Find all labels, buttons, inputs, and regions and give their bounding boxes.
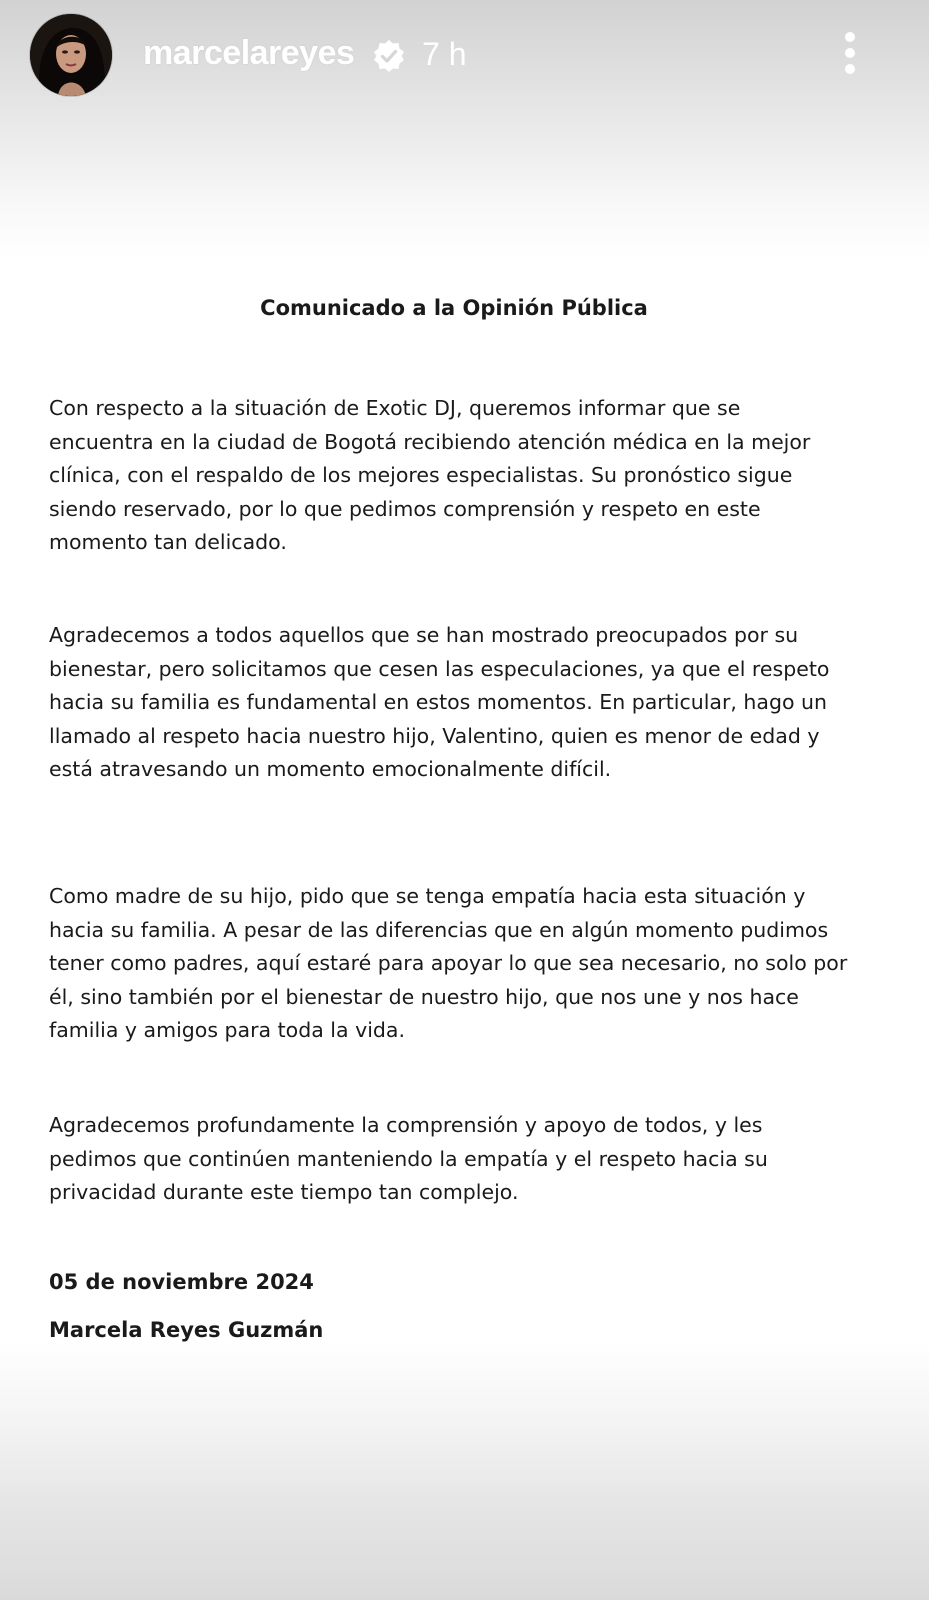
paragraph-3: Como madre de su hijo, pido que se tenga empatía hacia esta situación y hacia su familia. A pesar de las diferencias que en algún momento pudimos tener como padres, aquí estaré para apoyar lo que sea necesario, no solo por él, sino también por el bienestar de nuestro hijo, que nos une y nos hace familia y amigos para toda la vida. bbox=[49, 884, 848, 1042]
paragraph-4: Agradecemos profundamente la comprensión y apoyo de todos, y les pedimos que continúen manteniendo la empatía y el respeto hacia su privacidad durante este tiempo tan complejo. bbox=[49, 1113, 768, 1204]
avatar-image bbox=[30, 14, 112, 96]
document-title: Comunicado a la Opinión Pública bbox=[260, 296, 648, 320]
story-username[interactable]: marcelareyes bbox=[143, 34, 355, 72]
document-signature: Marcela Reyes Guzmán bbox=[49, 1318, 324, 1342]
document-date: 05 de noviembre 2024 bbox=[49, 1270, 314, 1294]
story-timestamp: 7 h bbox=[422, 36, 467, 72]
story-header bbox=[0, 0, 929, 110]
verified-badge-icon bbox=[372, 39, 406, 73]
avatar[interactable] bbox=[30, 14, 112, 96]
statement-document bbox=[49, 296, 849, 1342]
more-vertical-icon[interactable] bbox=[835, 28, 865, 78]
paragraph-2: Agradecemos a todos aquellos que se han mostrado preocupados por su bienestar, pero solicitamos que cesen las especulaciones, ya que el respeto hacia su familia es fundamental en estos momentos. En particular, hago un llamado al respeto hacia nuestro hijo, Valentino, quien es menor de edad y está atravesando un momento emocionalmente difícil. bbox=[49, 623, 830, 781]
paragraph-1: Con respecto a la situación de Exotic DJ, queremos informar que se encuentra en la ciudad de Bogotá recibiendo atención médica en la mejor clínica, con el respaldo de los mejores especialistas. Su pronóstico sigue siendo reservado, por lo que pedimos comprensión y respeto en este momento tan delicado. bbox=[49, 396, 811, 554]
